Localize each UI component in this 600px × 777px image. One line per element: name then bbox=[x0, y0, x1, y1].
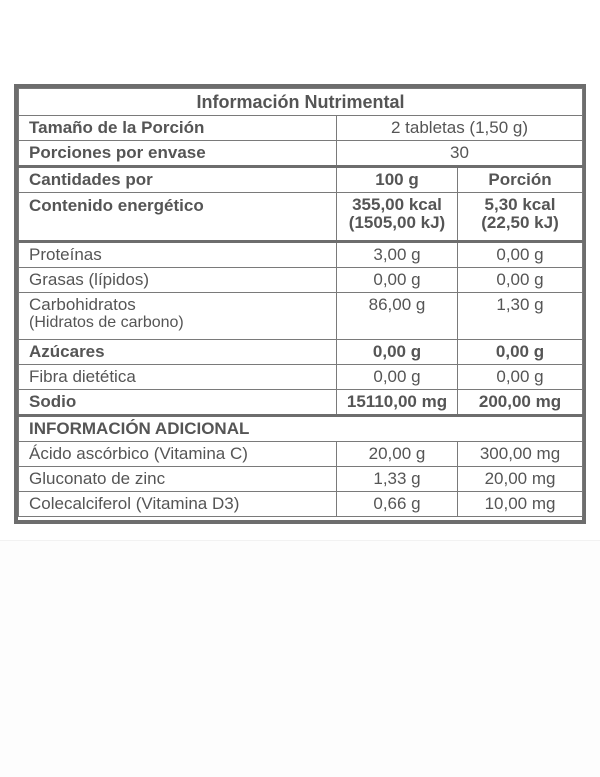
nutrient-label: Azúcares bbox=[19, 340, 337, 365]
nutrient-row-sodium bbox=[19, 390, 583, 416]
additional-per-serving: 10,00 mg bbox=[458, 492, 583, 517]
page-background bbox=[0, 540, 600, 777]
additional-per100: 0,66 g bbox=[337, 492, 458, 517]
nutrient-per100: 3,00 g bbox=[337, 242, 458, 268]
table-title-row bbox=[19, 89, 583, 116]
serving-size-row bbox=[19, 116, 583, 141]
nutrient-per100: 86,00 g bbox=[337, 293, 458, 340]
per100-header: 100 g bbox=[337, 167, 458, 193]
additional-per100: 20,00 g bbox=[337, 442, 458, 467]
servings-per-container-label: Porciones por envase bbox=[19, 141, 337, 167]
energy-label: Contenido energético bbox=[19, 193, 337, 242]
nutrient-per100: 0,00 g bbox=[337, 340, 458, 365]
additional-label: Ácido ascórbico (Vitamina C) bbox=[19, 442, 337, 467]
nutrient-per100: 0,00 g bbox=[337, 268, 458, 293]
nutrient-row-sugars bbox=[19, 340, 583, 365]
nutrient-row-protein bbox=[19, 242, 583, 268]
nutrient-per-serving: 0,00 g bbox=[458, 242, 583, 268]
nutrient-per100: 0,00 g bbox=[337, 365, 458, 390]
additional-label: Gluconato de zinc bbox=[19, 467, 337, 492]
nutrient-label: Proteínas bbox=[19, 242, 337, 268]
nutrient-per-serving: 0,00 g bbox=[458, 365, 583, 390]
energy-per100-kcal: 355,00 kcal bbox=[352, 195, 442, 214]
nutrition-facts-table bbox=[14, 84, 586, 524]
additional-heading: INFORMACIÓN ADICIONAL bbox=[19, 416, 583, 442]
additional-per-serving: 300,00 mg bbox=[458, 442, 583, 467]
serving-size-value: 2 tabletas (1,50 g) bbox=[337, 116, 583, 141]
nutrient-per-serving: 1,30 g bbox=[458, 293, 583, 340]
energy-row bbox=[19, 193, 583, 242]
energy-per100 bbox=[337, 193, 458, 242]
nutrition-table bbox=[18, 88, 583, 517]
energy-per100-kj: (1505,00 kJ) bbox=[348, 213, 446, 232]
nutrient-label: Fibra dietética bbox=[19, 365, 337, 390]
nutrient-per-serving: 0,00 g bbox=[458, 268, 583, 293]
nutrient-row-fat bbox=[19, 268, 583, 293]
additional-label: Colecalciferol (Vitamina D3) bbox=[19, 492, 337, 517]
nutrient-label: Grasas (lípidos) bbox=[19, 268, 337, 293]
nutrient-per-serving: 0,00 g bbox=[458, 340, 583, 365]
serving-size-label: Tamaño de la Porción bbox=[19, 116, 337, 141]
quantities-label: Cantidades por bbox=[19, 167, 337, 193]
energy-serving-kj: (22,50 kJ) bbox=[481, 213, 559, 232]
column-header-row bbox=[19, 167, 583, 193]
energy-serving-kcal: 5,30 kcal bbox=[484, 195, 556, 214]
additional-row-vitamin-d3 bbox=[19, 492, 583, 517]
nutrient-label bbox=[19, 293, 337, 340]
carbohydrates-sublabel: (Hidratos de carbono) bbox=[29, 314, 184, 331]
table-title: Información Nutrimental bbox=[19, 89, 583, 116]
nutrient-row-carbohydrates bbox=[19, 293, 583, 340]
additional-row-vitamin-c bbox=[19, 442, 583, 467]
additional-per100: 1,33 g bbox=[337, 467, 458, 492]
additional-heading-row bbox=[19, 416, 583, 442]
additional-per-serving: 20,00 mg bbox=[458, 467, 583, 492]
additional-row-zinc bbox=[19, 467, 583, 492]
energy-per-serving bbox=[458, 193, 583, 242]
per-serving-header: Porción bbox=[458, 167, 583, 193]
nutrient-per100: 15110,00 mg bbox=[337, 390, 458, 416]
carbohydrates-label: Carbohidratos bbox=[29, 295, 136, 314]
servings-per-container-value: 30 bbox=[337, 141, 583, 167]
nutrient-label: Sodio bbox=[19, 390, 337, 416]
nutrient-per-serving: 200,00 mg bbox=[458, 390, 583, 416]
servings-per-container-row bbox=[19, 141, 583, 167]
nutrient-row-fiber bbox=[19, 365, 583, 390]
